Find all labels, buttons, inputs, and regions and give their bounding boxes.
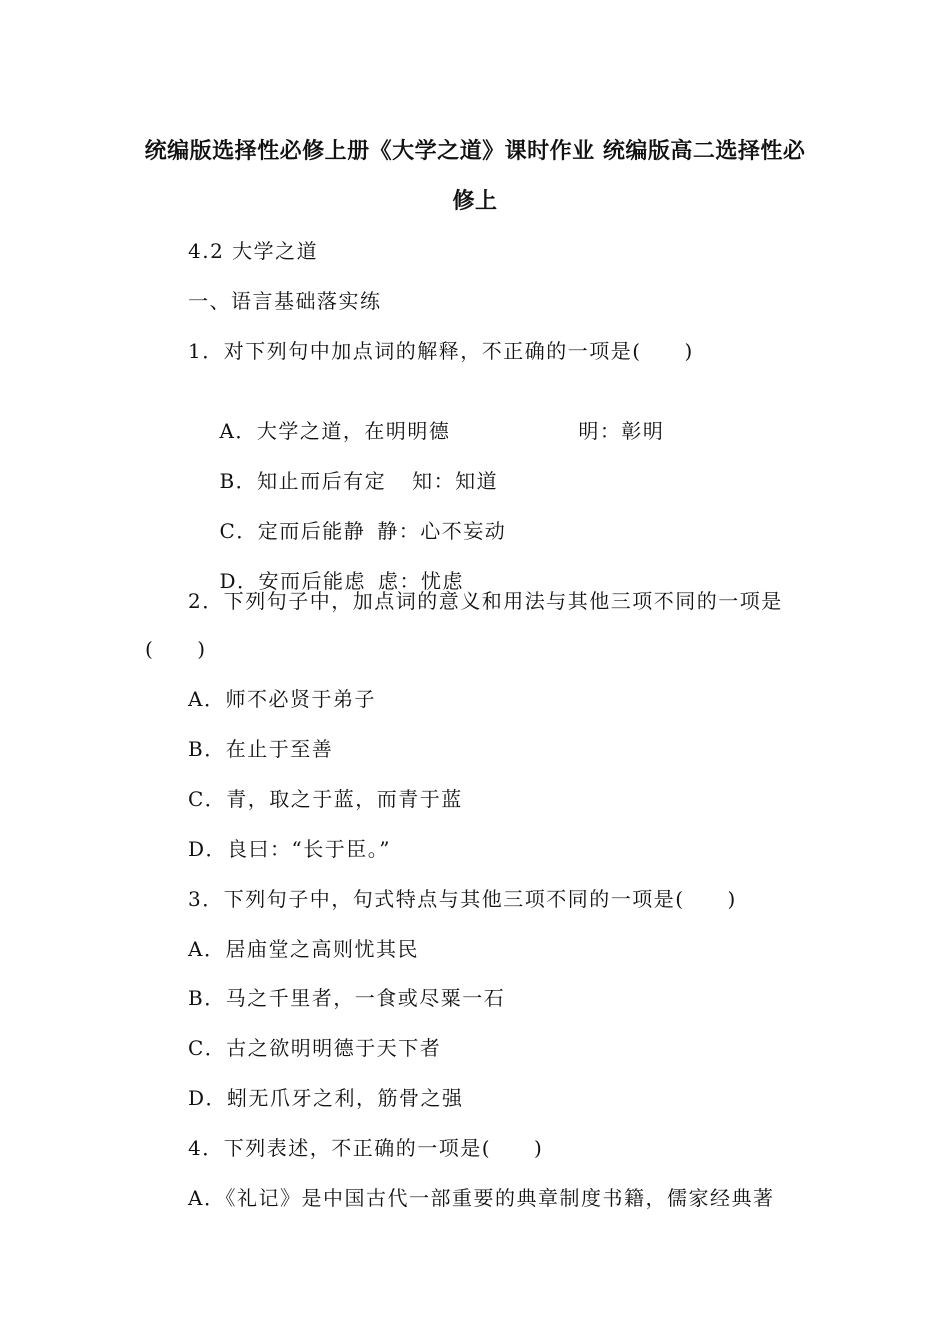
option-text: D．安而后能虑 <box>219 569 366 593</box>
question-2-option-a: A．师不必贤于弟子 <box>188 687 376 711</box>
option-text: C．定而后能静 <box>219 519 366 543</box>
question-4-option-a: A．《礼记》是中国古代一部重要的典章制度书籍，儒家经典著 <box>188 1186 775 1210</box>
question-3-option-c: C．古之欲明明德于天下者 <box>188 1036 442 1060</box>
question-4-stem: 4．下列表述，不正确的一项是( ) <box>188 1136 544 1160</box>
option-note: 明：彰明 <box>578 419 665 443</box>
question-3-option-d: D．蚓无爪牙之利，筋骨之强 <box>188 1086 464 1110</box>
part-heading: 一、语言基础落实练 <box>188 289 382 313</box>
question-3-option-b: B．马之千里者，一食或尽粟一石 <box>188 986 506 1010</box>
question-2-stem-continuation: ( ) <box>145 637 207 661</box>
question-1-stem: 1．对下列句中加点词的解释，不正确的一项是( ) <box>188 339 694 363</box>
question-2-option-b: B．在止于至善 <box>188 737 334 761</box>
document-title-line-1: 统编版选择性必修上册《大学之道》课时作业 统编版高二选择性必 <box>144 139 806 164</box>
option-text: A．大学之道，在明明德 <box>219 419 451 443</box>
question-2-option-d: D．良曰：“长于臣。” <box>188 837 391 861</box>
option-note: 虑：忧虑 <box>377 569 464 593</box>
question-2-stem: 2．下列句子中，加点词的意义和用法与其他三项不同的一项是 <box>188 589 783 613</box>
document-title-line-2: 修上 <box>452 189 498 214</box>
question-3-option-a: A．居庙堂之高则忧其民 <box>188 937 419 961</box>
option-note: 静：心不妄动 <box>377 519 507 543</box>
question-3-stem: 3．下列句子中，句式特点与其他三项不同的一项是( ) <box>188 887 737 911</box>
option-text: B．知止而后有定 <box>219 469 387 493</box>
section-heading: 4.2 大学之道 <box>188 239 319 263</box>
question-2-option-c: C．青，取之于蓝，而青于蓝 <box>188 787 463 811</box>
option-note: 知：知道 <box>412 469 499 493</box>
